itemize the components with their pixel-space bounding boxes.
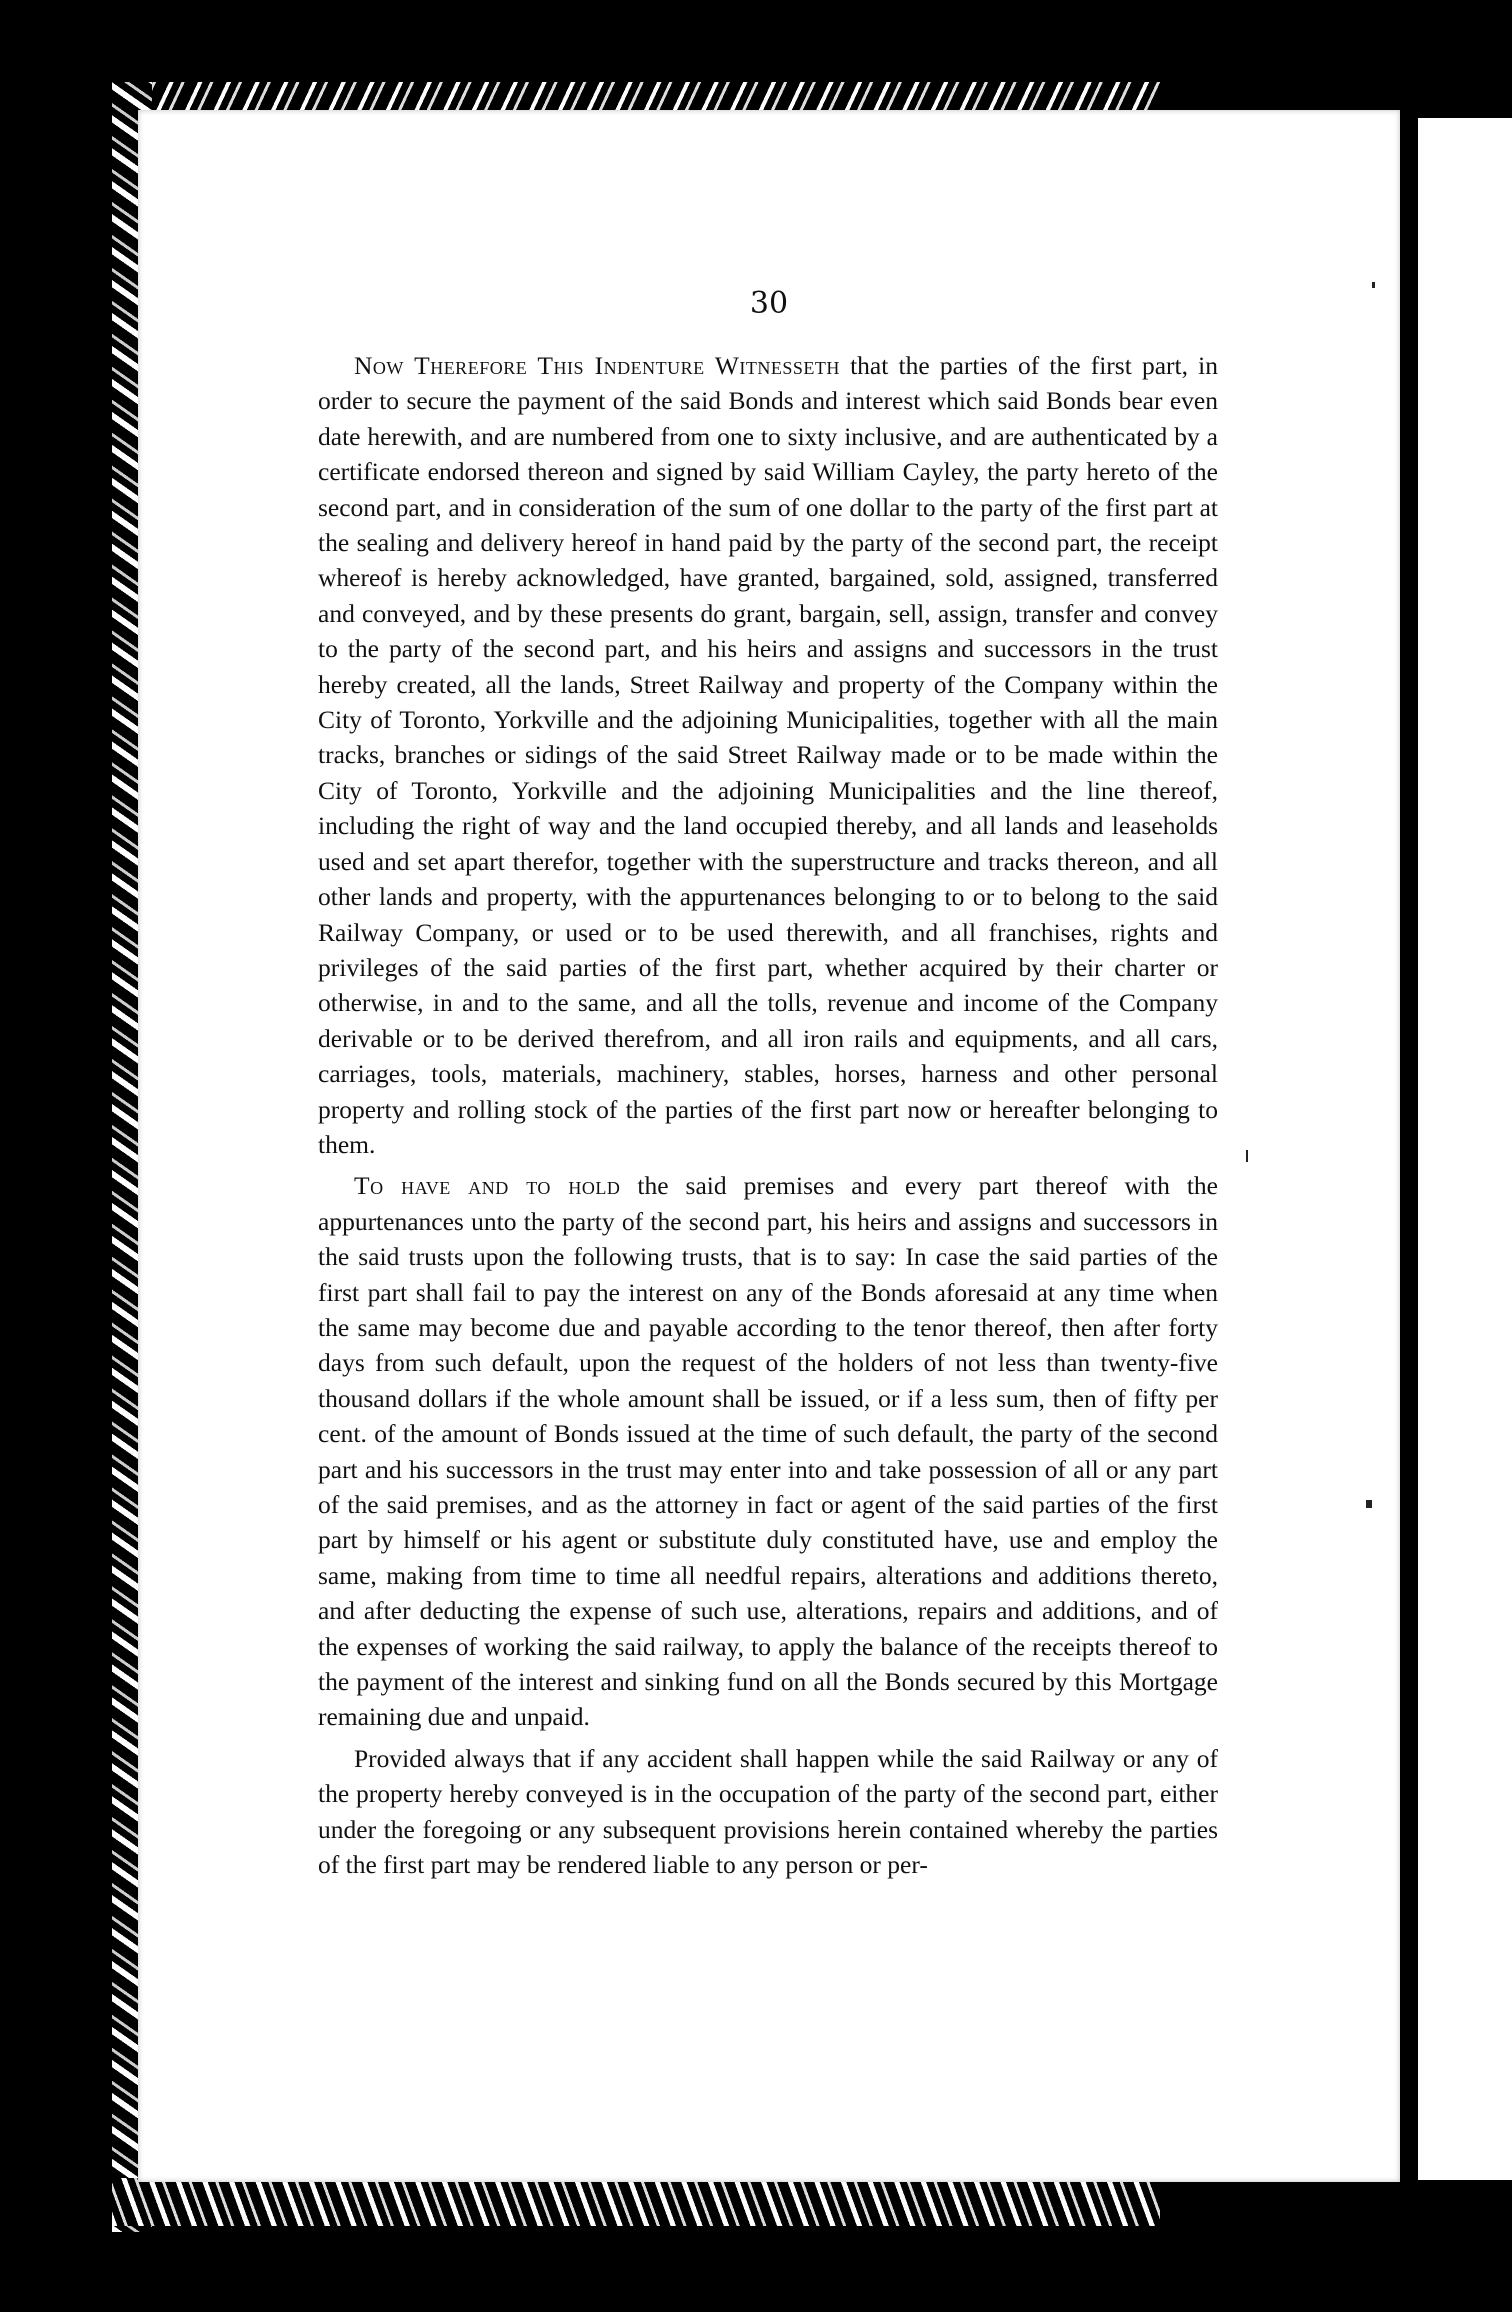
body-text <box>318 348 1218 1882</box>
document-page <box>138 110 1400 2182</box>
marbled-edge-bottom <box>112 2178 1160 2226</box>
paragraph-text: Provided always that if any accident shall happen while the said Railway or any of the property hereby conveyed is in the occupation of the party of the second part, either under the foregoing or any subsequent provisions herein contained whereby the parties of the first part may be rendered liable to any person or per- <box>318 1743 1218 1880</box>
paragraph-text: the said premises and every part thereof with the appurtenances unto the party of the second part, his heirs and assigns and successors in the said trusts upon the following trusts, that is to say: In case the said parties of the first part shall fail to pay the interest on any of the Bonds aforesaid at any time when the same may become due and payable according to the tenor thereof, then after forty days from such default, upon the request of the holders of not less than twenty-five thousand dollars if the whole amount shall be issued, or if a less sum, then of fifty per cent. of the amount of Bonds issued at the time of such default, the party of the second part and his successors in the trust may enter into and take possession of all or any part of the said premises, and as the attorney in fact or agent of the said parties of the first part by himself or his agent or substitute duly constituted have, use and employ the same, making from time to time all needful repairs, alterations and additions thereto, and after deducting the expense of such use, alterations, repairs and additions, and of the expenses of working the said railway, to apply the balance of the receipts thereof to the payment of the interest and sinking fund on all the Bonds secured by this Mortgage remaining due and unpaid. <box>318 1171 1219 1732</box>
paragraph-witnesseth <box>318 348 1218 1162</box>
page-number: 30 <box>749 286 789 321</box>
paragraph-text: that the parties of the first part, in order to secure the payment of the said Bonds and interest which said Bonds bear even date herewith, and are numbered from one to sixty inclusive, and are authenticated by a certificate endorsed thereon and signed by said William Cayley, the party hereto of the second part, and in consideration of the sum of one dollar to the party of the first part at the sealing and delivery hereof in hand paid by the party of the second part, the receipt whereof is hereby acknowledged, have granted, bargained, sold, assigned, transferred and conveyed, and by these presents do grant, bargain, sell, assign, transfer and convey to the party of the second part, and his heirs and assigns and successors in the trust hereby created, all the lands, Street Railway and property of the Company within the City of Toronto, Yorkville and the adjoining Municipalities, together with all the main tracks, branches or sidings of the said Street Railway made or to be made within the City of Toronto, Yorkville and the adjoining Municipalities and the line thereof, including the right of way and the land occupied thereby, and all lands and leaseholds used and set apart therefor, together with the superstructure and tracks thereon, and all other lands and property, with the appurtenances belonging to or to belong to the said Railway Company, or used or to be used therewith, and all franchises, rights and privileges of the said parties of the first part, whether acquired by their charter or otherwise, in and to the same, and all the tolls, revenue and income of the Company derivable or to be derived therefrom, and all iron rails and equipments, and all cars, carriages, tools, materials, machinery, stables, horses, harness and other personal property and rolling stock of the parties of the first part now or hereafter belonging to them. <box>318 351 1218 1159</box>
paragraph-habendum <box>318 1168 1218 1735</box>
paragraph-lead: To have and to hold <box>354 1171 621 1201</box>
paragraph-proviso <box>318 1741 1218 1883</box>
scan-speck <box>1246 1150 1248 1162</box>
scan-speck <box>1372 282 1375 288</box>
paragraph-lead: Now Therefore This Indenture Witnesseth <box>354 351 840 380</box>
adjacent-page-edge <box>1418 118 1512 2180</box>
scan-speck <box>1366 1500 1372 1508</box>
